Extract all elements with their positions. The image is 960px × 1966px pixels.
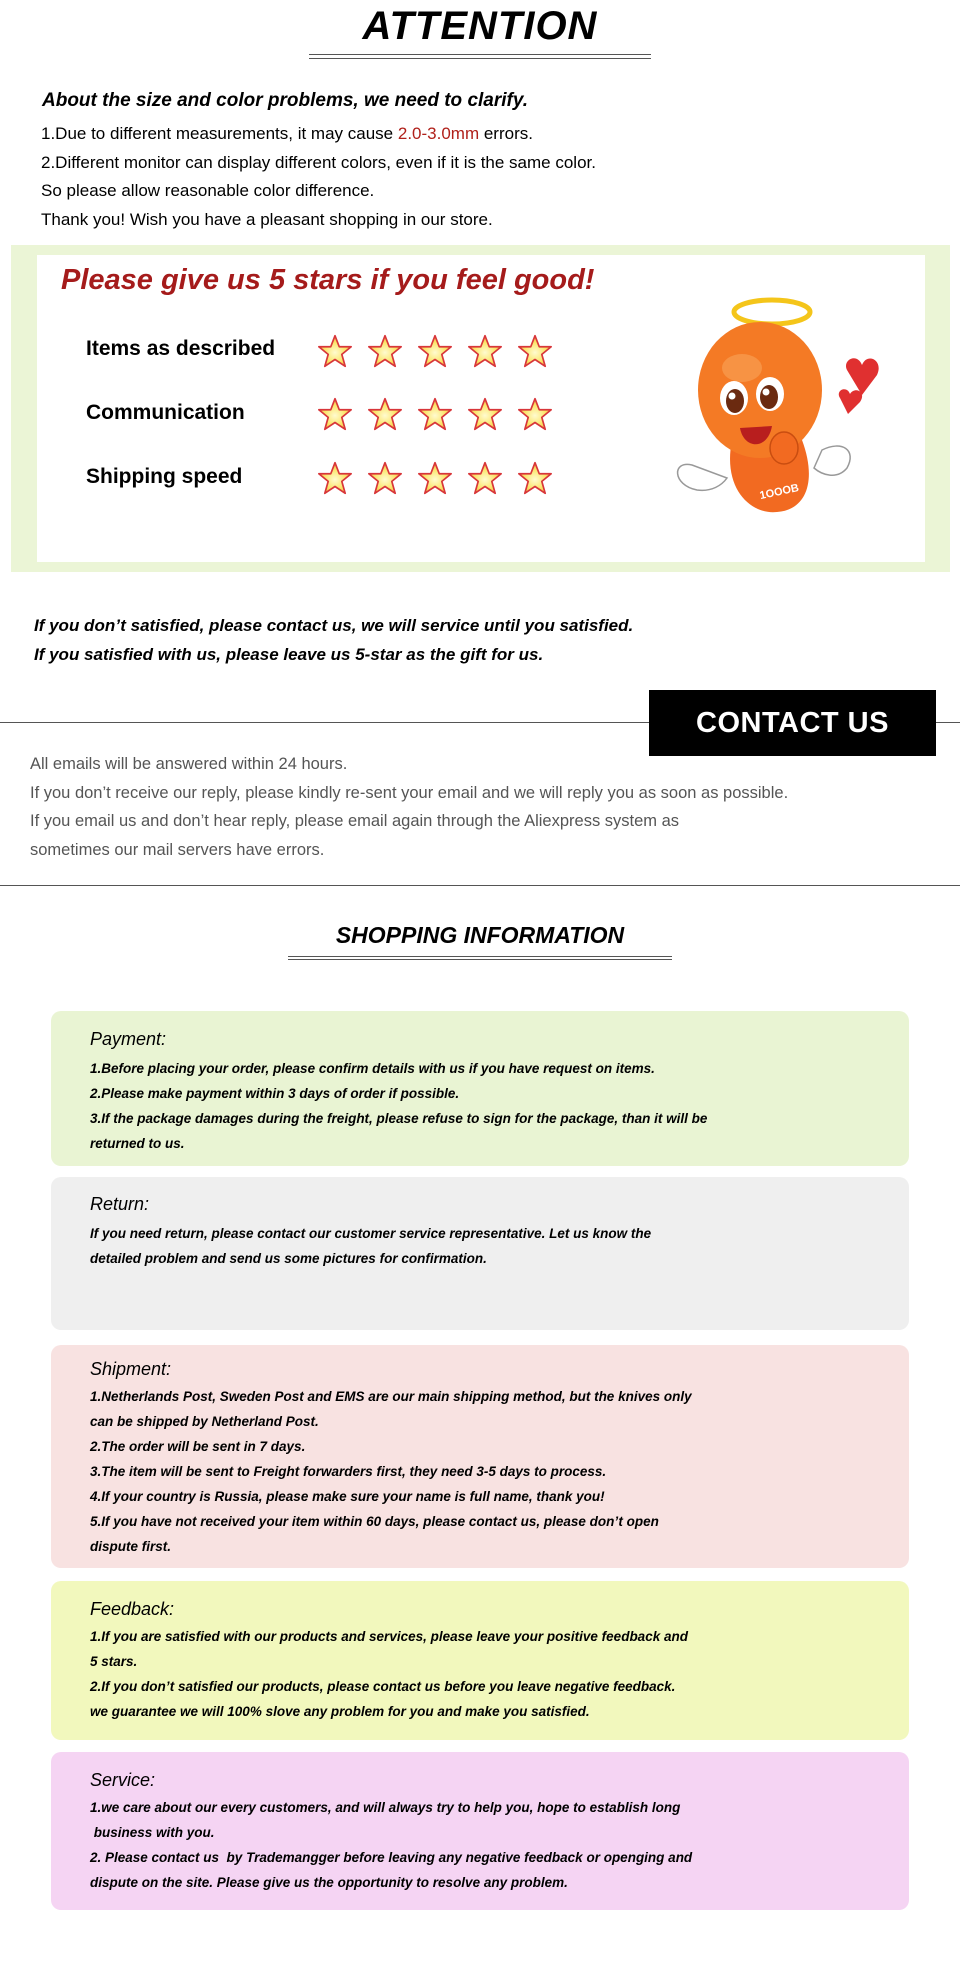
card-line: 2.If you don’t satisfied our products, please contact us before you leave negative feedback. [90, 1679, 676, 1694]
star-icon [468, 461, 502, 495]
contact-line-4: sometimes our mail servers have errors. [30, 841, 325, 859]
card-title: Shipment: [90, 1359, 172, 1379]
star-icon [368, 461, 402, 495]
shopping-title: SHOPPING INFORMATION [335, 922, 625, 948]
card-line: 1.we care about our every customers, and will always try to help you, hope to establish long [90, 1800, 681, 1815]
satisfaction-line-1: If you don’t satisfied, please contact us, we will service until you satisfied. [34, 616, 634, 635]
rating-label-communication: Communication [86, 401, 245, 424]
angel-mascot-icon [672, 290, 884, 520]
card-line: If you need return, please contact our customer service representative. Let us know the [90, 1226, 652, 1241]
return-card [51, 1177, 909, 1330]
card-line: 2.Please make payment within 3 days of order if possible. [90, 1086, 460, 1101]
star-icon [418, 334, 452, 368]
star-icon [418, 461, 452, 495]
attention-line-1 [41, 124, 533, 144]
attention-line-2: 2.Different monitor can display different colors, even if it is the same color. [41, 153, 596, 172]
star-icon [518, 397, 552, 431]
title-underline [288, 959, 672, 960]
card-line: 4.If your country is Russia, please make sure your name is full name, thank you! [90, 1489, 605, 1504]
card-line: we guarantee we will 100% slove any problem for you and make you satisfied. [90, 1704, 590, 1719]
card-line: 1.Before placing your order, please confirm details with us if you have request on items. [90, 1061, 655, 1076]
card-line: business with you. [90, 1825, 215, 1840]
satisfaction-line-2: If you satisfied with us, please leave us 5-star as the gift for us. [34, 645, 544, 664]
card-line: 2.The order will be sent in 7 days. [90, 1439, 306, 1454]
card-line: 3.The item will be sent to Freight forwarders first, they need 3-5 days to process. [90, 1464, 607, 1479]
contact-line-1: All emails will be answered within 24 hours. [30, 755, 348, 773]
attention-line-3: So please allow reasonable color difference. [41, 181, 375, 200]
card-title: Service: [90, 1770, 156, 1790]
attention-line-4: Thank you! Wish you have a pleasant shopping in our store. [41, 210, 493, 229]
star-icon [518, 334, 552, 368]
card-line: dispute first. [90, 1539, 172, 1554]
star-icon [468, 334, 502, 368]
star-icon [368, 334, 402, 368]
attention-subtitle: About the size and color problems, we need to clarify. [42, 90, 528, 111]
contact-line-3: If you email us and don’t hear reply, please email again through the Aliexpress system as [30, 812, 680, 830]
payment-card [51, 1011, 909, 1166]
rating-title: Please give us 5 stars if you feel good! [61, 264, 595, 296]
feedback-card [51, 1581, 909, 1740]
contact-us-banner: CONTACT US [649, 690, 936, 756]
card-line: 5 stars. [90, 1654, 138, 1669]
card-line: 5.If you have not received your item within 60 days, please contact us, please don’t open [90, 1514, 659, 1529]
star-icon [368, 397, 402, 431]
rating-label-shipping: Shipping speed [86, 465, 243, 488]
card-line: 2. Please contact us by Trademangger before leaving any negative feedback or openging and [90, 1850, 693, 1865]
card-line: dispute on the site. Please give us the opportunity to resolve any problem. [90, 1875, 568, 1890]
divider [0, 885, 960, 886]
star-icon [518, 461, 552, 495]
attention-title: ATTENTION [362, 4, 598, 48]
card-line: can be shipped by Netherland Post. [90, 1414, 319, 1429]
mascot-label: 1OOOB [758, 482, 801, 503]
card-line: 3.If the package damages during the freight, please refuse to sign for the package, than it will be [90, 1111, 708, 1126]
error-range: 2.0-3.0mm [397, 124, 480, 143]
star-icon [318, 334, 352, 368]
star-icon [318, 397, 352, 431]
shipment-card [51, 1345, 909, 1568]
card-title: Feedback: [90, 1599, 175, 1619]
star-icon [318, 461, 352, 495]
title-underline [288, 956, 672, 957]
line-text: 1.Due to different measurements, it may cause [41, 124, 398, 143]
rating-label-items: Items as described [86, 337, 276, 360]
card-line: 1.Netherlands Post, Sweden Post and EMS are our main shipping method, but the knives only [90, 1389, 692, 1404]
star-icon [468, 397, 502, 431]
card-title: Payment: [90, 1029, 167, 1049]
star-icon [418, 397, 452, 431]
title-underline [309, 58, 651, 59]
contact-line-2: If you don’t receive our reply, please kindly re-sent your email and we will reply you as soon as possible. [30, 784, 789, 802]
card-line: 1.If you are satisfied with our products and services, please leave your positive feedback and [90, 1629, 688, 1644]
line-text: errors. [479, 124, 533, 143]
service-card [51, 1752, 909, 1910]
card-title: Return: [90, 1194, 150, 1214]
card-line: detailed problem and send us some pictures for confirmation. [90, 1251, 487, 1266]
card-line: returned to us. [90, 1136, 185, 1151]
title-underline [309, 54, 651, 55]
